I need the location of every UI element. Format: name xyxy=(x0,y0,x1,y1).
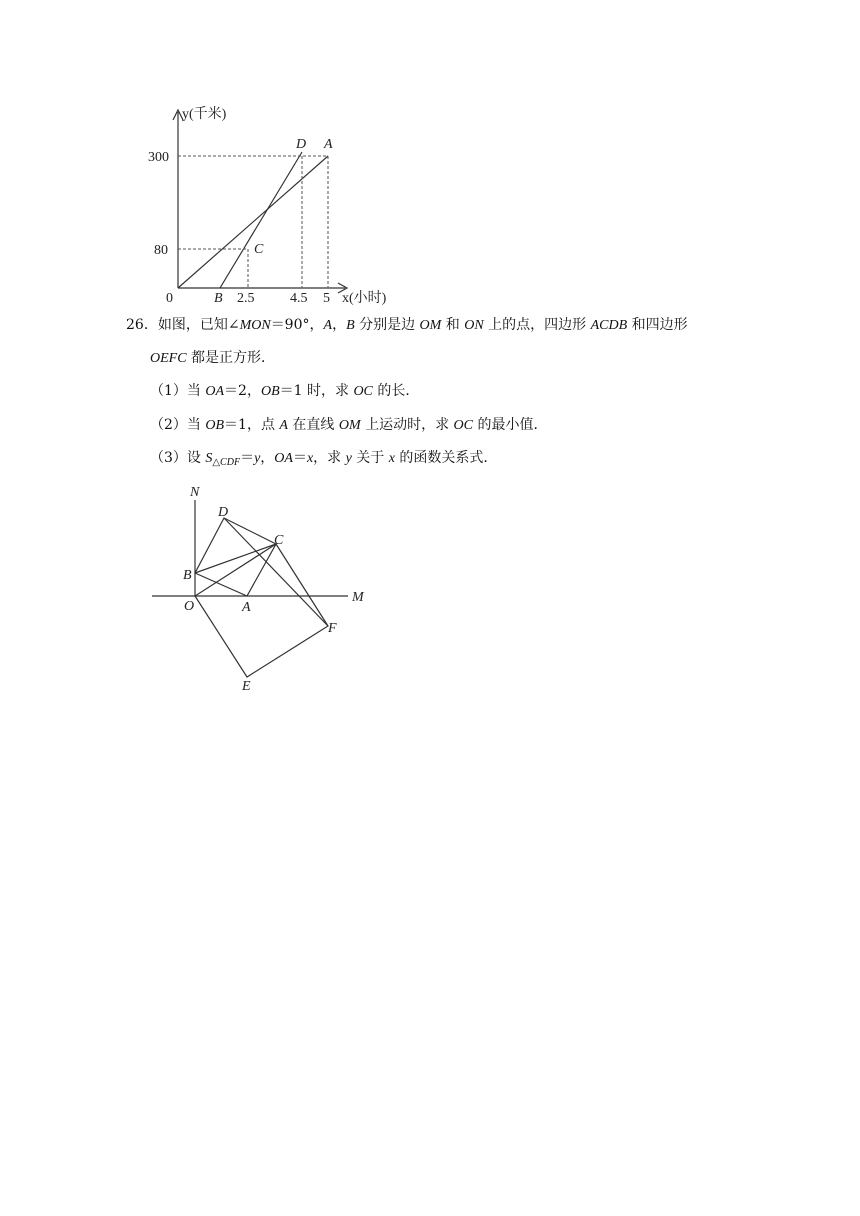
point-label-B: B xyxy=(214,291,223,306)
question-stem-line2 xyxy=(150,348,275,369)
stem-text: 和 xyxy=(441,317,465,333)
label-A: A xyxy=(242,600,251,615)
line-B-to-D xyxy=(220,152,302,288)
x-tick-5: 5 xyxy=(323,291,330,306)
part-text: （2）当 xyxy=(150,417,206,433)
y-axis-label: y(千米) xyxy=(182,107,227,122)
part-text: 关于 xyxy=(351,450,389,466)
part-var: OM xyxy=(338,418,361,433)
squares-geometry-figure xyxy=(148,478,374,696)
segment-BC xyxy=(195,544,276,573)
stem-text: ＝90°， xyxy=(270,317,324,333)
part-text: ＝1，点 xyxy=(224,417,280,433)
part-var: OB xyxy=(205,418,225,433)
label-C: C xyxy=(274,533,284,548)
part-text: ＝ xyxy=(240,450,255,466)
part-var: y xyxy=(345,451,352,466)
stem-var: OM xyxy=(419,318,442,333)
part-var: OC xyxy=(453,418,473,433)
stem-var: A xyxy=(323,318,333,333)
point-label-C: C xyxy=(254,242,264,257)
part-text: 的最小值． xyxy=(473,417,548,433)
stem-var: B xyxy=(346,318,355,333)
label-D: D xyxy=(218,505,229,520)
label-M: M xyxy=(352,590,364,605)
line-origin-to-A xyxy=(178,156,328,288)
part-text: （1）当 xyxy=(150,383,206,399)
label-O: O xyxy=(184,599,195,614)
part-text: ＝ xyxy=(292,450,307,466)
label-F: F xyxy=(328,621,337,636)
stem-text: 如图，已知∠ xyxy=(157,317,240,333)
distance-time-graph xyxy=(140,100,396,308)
y-tick-80: 80 xyxy=(154,243,168,258)
part-text: ＝1 时，求 xyxy=(279,383,354,399)
point-label-D: D xyxy=(296,137,307,152)
stem-text: 和四边形 xyxy=(627,317,688,333)
question-stem-line1 xyxy=(126,315,688,336)
part-subscript: △CDF xyxy=(212,457,241,468)
stem-var: MON xyxy=(239,318,271,333)
part-var: OA xyxy=(274,451,293,466)
x-axis-label: x(小时) xyxy=(342,291,387,306)
square-OEFC xyxy=(195,544,328,677)
part-var: S xyxy=(205,451,213,466)
stem-var: ACDB xyxy=(590,318,628,333)
x-tick-2.5: 2.5 xyxy=(237,291,255,306)
part-var: OB xyxy=(260,384,280,399)
part-var: OC xyxy=(353,384,373,399)
question-number: 26． xyxy=(126,317,158,333)
label-B: B xyxy=(183,568,192,583)
part-text: 的长． xyxy=(372,383,420,399)
part-text: 上运动时，求 xyxy=(360,417,454,433)
stem-text: 分别是边 xyxy=(354,317,420,333)
part-text: 的函数关系式． xyxy=(394,450,498,466)
stem-text: 上的点，四边形 xyxy=(483,317,591,333)
part-var: x xyxy=(306,451,314,466)
part-text: （3）设 xyxy=(150,450,206,466)
point-label-A: A xyxy=(324,137,333,152)
stem-var: ON xyxy=(464,318,484,333)
part-1 xyxy=(150,381,419,402)
y-tick-300: 300 xyxy=(148,150,169,165)
x-tick-0: 0 xyxy=(166,291,173,306)
part-var: x xyxy=(388,451,395,466)
part-var: A xyxy=(279,418,288,433)
x-tick-4.5: 4.5 xyxy=(290,291,308,306)
part-text: ，求 xyxy=(313,450,346,466)
stem-text: ， xyxy=(332,317,347,333)
stem-text: 都是正方形． xyxy=(186,350,276,366)
label-E: E xyxy=(242,679,251,694)
part-var: OA xyxy=(205,384,225,399)
stem-var: OEFC xyxy=(150,351,187,366)
part-text: 在直线 xyxy=(287,417,339,433)
label-N: N xyxy=(190,485,200,500)
part-text: ＝2， xyxy=(224,383,261,399)
part-3 xyxy=(150,448,497,473)
part-var: y xyxy=(254,451,261,466)
part-2 xyxy=(150,415,547,436)
part-text: ， xyxy=(260,450,275,466)
